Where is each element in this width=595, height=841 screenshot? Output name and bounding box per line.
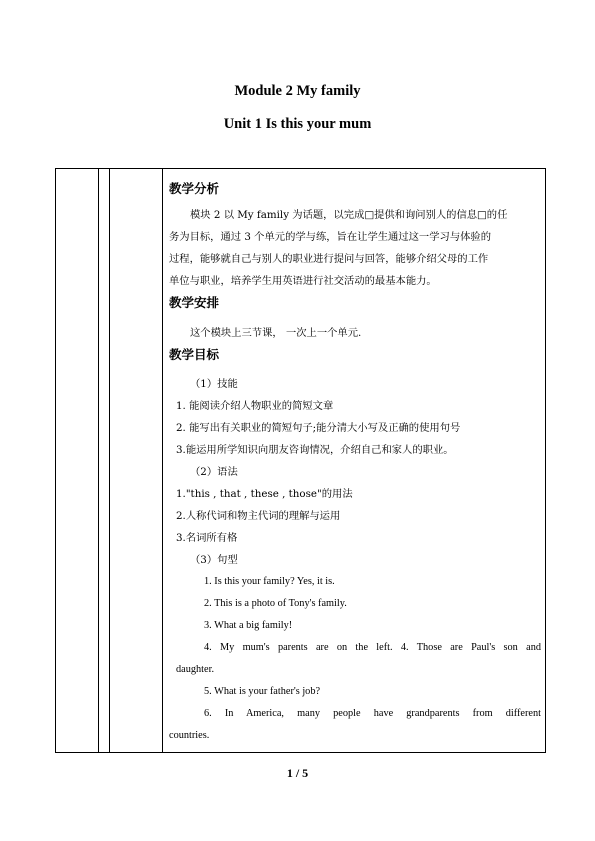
pattern-item-4-line-1: 4. My mum's parents are on the left. 4. Those are Paul's son and <box>204 642 541 653</box>
analysis-heading: 教学分析 <box>169 181 220 196</box>
patterns-heading: （3）句型 <box>190 554 238 566</box>
skill-item-3: 3.能运用所学知识向朋友咨询情况，介绍自己和家人的职业。 <box>176 444 454 456</box>
grammar-item-2: 2.人称代词和物主代词的理解与运用 <box>176 510 341 522</box>
objectives-heading: 教学目标 <box>169 347 220 362</box>
lesson-table <box>55 168 546 753</box>
pattern-item-1: 1. Is this your family? Yes, it is. <box>204 576 335 587</box>
pattern-item-3: 3. What a big family! <box>204 620 293 631</box>
pattern-item-2: 2. This is a photo of Tony's family. <box>204 598 347 609</box>
skills-heading: （1）技能 <box>190 378 238 390</box>
grammar-item-3: 3.名词所有格 <box>176 532 238 544</box>
objectives-list <box>169 373 541 747</box>
unit-title: Unit 1 Is this your mum <box>223 116 372 132</box>
analysis-paragraph <box>169 204 541 292</box>
lesson-content-cell <box>163 169 545 752</box>
analysis-line-4: 单位与职业，培养学生用英语进行社交活动的最基本能力。 <box>169 275 437 287</box>
table-divider-2 <box>109 169 110 752</box>
analysis-line-1: 模块 2 以 My family 为话题，以完成□提供和询问别人的信息□的任 <box>190 209 508 221</box>
analysis-line-2: 务为目标，通过 3 个单元的学与练，旨在让学生通过这一学习与体验的 <box>169 231 492 243</box>
arrangement-text: 这个模块上三节课， 一次上一个单元. <box>190 327 362 339</box>
pattern-item-6-line-2: countries. <box>169 730 210 741</box>
table-divider-1 <box>98 169 99 752</box>
page-number: 1 / 5 <box>286 766 309 780</box>
arrangement-heading: 教学安排 <box>169 295 220 310</box>
grammar-heading: （2）语法 <box>190 466 238 478</box>
skill-item-1: 1. 能阅读介绍人物职业的简短文章 <box>176 400 334 412</box>
module-title: Module 2 My family <box>234 83 361 99</box>
analysis-line-3: 过程，能够就自己与别人的职业进行提问与回答，能够介绍父母的工作 <box>169 253 489 265</box>
skill-item-2: 2. 能写出有关职业的简短句子;能分清大小写及正确的使用句号 <box>176 422 461 434</box>
pattern-item-5: 5. What is your father's job? <box>204 686 321 697</box>
pattern-item-4-line-2: daughter. <box>176 664 215 675</box>
pattern-item-6-line-1: 6. In America, many people have grandparents from different <box>204 708 541 719</box>
grammar-item-1: 1."this , that , these , those"的用法 <box>176 488 353 500</box>
